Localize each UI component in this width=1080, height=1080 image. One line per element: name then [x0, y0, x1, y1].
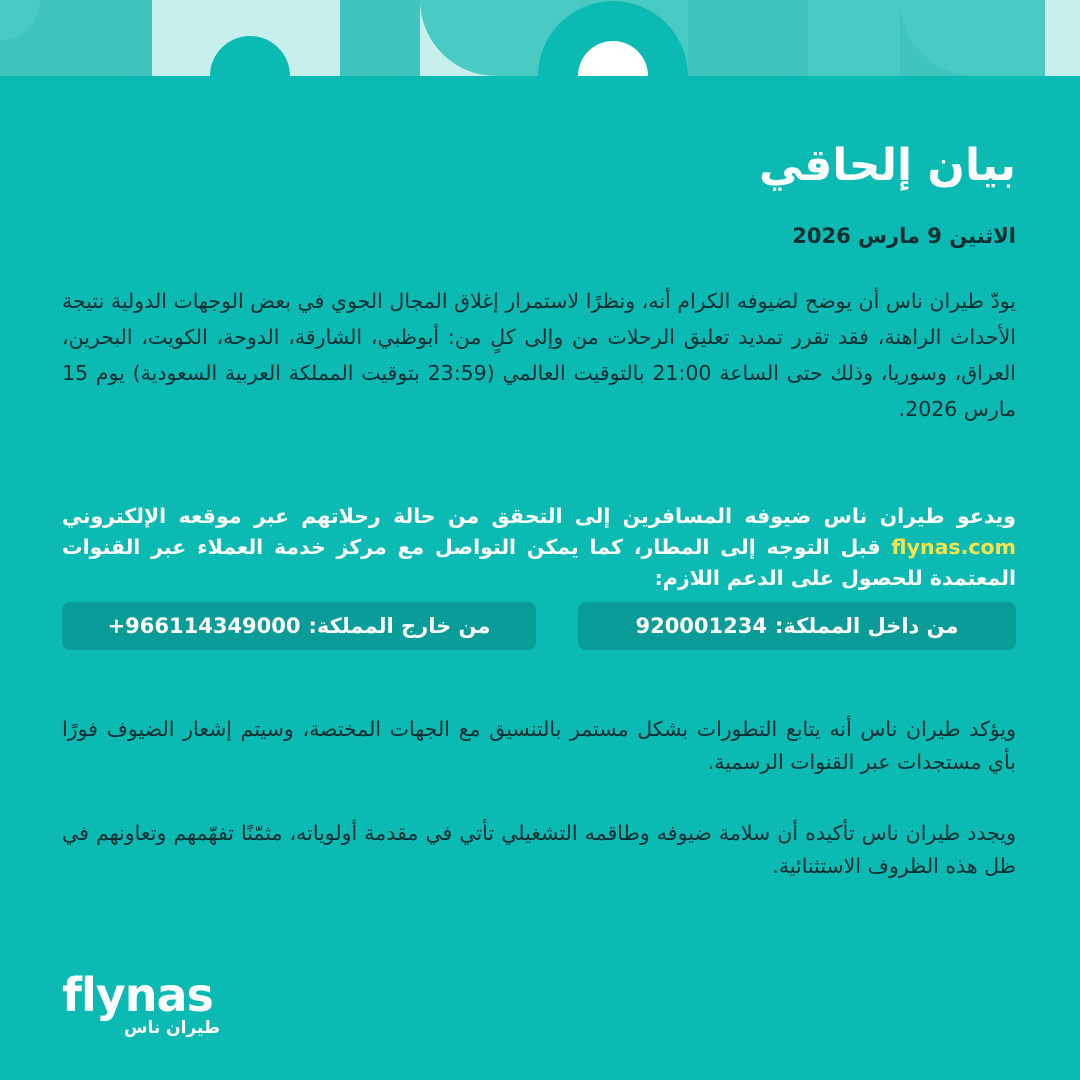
paragraph-flight-suspension: يودّ طيران ناس أن يوضح لضيوفه الكرام أنه، ونظرًا لاستمرار إغلاق المجال الجوي في بعض الوجهات الدولية نتيجة الأحداث الراهنة، فقد تقرر تمديد تعليق الرحلات من وإلى كلٍ من: أبوظبي، الشارقة، الدوحة، الكويت، البحرين، العراق، وسوريا، وذلك حتى الساعة 21:00 بالتوقيت العالمي (23:59 بتوقيت المملكة العربية السعودية) يوم 15 مارس 2026.: [62, 288, 1017, 421]
contact-outside-number[interactable]: +966114349000: [107, 614, 301, 638]
decorative-header-band: [0, 0, 1080, 76]
statement-page: [0, 76, 1080, 1080]
website-link[interactable]: flynas.com: [891, 534, 1016, 559]
contact-inside-kingdom[interactable]: [578, 602, 1016, 650]
logo-arabic-name: طيران ناس: [123, 1018, 220, 1038]
contact-numbers: [62, 602, 1016, 650]
paragraph-safety: ويجدد طيران ناس تأكيده أن سلامة ضيوفه وطاقمه التشغيلي تأتي في مقدمة أولوياته، مثمّنًا تفهّمهم وتعاونهم في ظل هذه الظروف الاستثنائية.: [62, 820, 1016, 878]
contact-outside-kingdom[interactable]: [62, 602, 536, 650]
paragraph-check-status-end: قبل التوجه إلى المطار، كما يمكن التواصل مع مركز خدمة العملاء عبر القنوات المعتمدة للحصول على الدعم اللازم:: [62, 534, 1016, 590]
contact-inside-number[interactable]: 920001234: [635, 614, 767, 638]
geometric-pattern: [0, 0, 1080, 76]
contact-inside-label: من داخل المملكة:: [774, 614, 959, 638]
paragraph-monitoring: ويؤكد طيران ناس أنه يتابع التطورات بشكل مستمر بالتنسيق مع الجهات المختصة، وسيتم إشعار الضيوف فورًا بأي مستجدات عبر القنوات الرسمية.: [62, 716, 1016, 774]
paragraph-check-status-start: ويدعو طيران ناس ضيوفه المسافرين إلى التحقق من حالة رحلاتهم عبر موقعه الإلكتروني: [62, 503, 1016, 528]
logo-wordmark: flynas: [62, 968, 213, 1022]
statement-date: الاثنين 9 مارس 2026: [792, 224, 1016, 248]
page-title: بيان إلحاقي: [758, 140, 1016, 191]
paragraph-check-status: [62, 501, 1016, 594]
contact-outside-label: من خارج المملكة:: [308, 614, 491, 638]
flynas-logo: [62, 970, 232, 1050]
